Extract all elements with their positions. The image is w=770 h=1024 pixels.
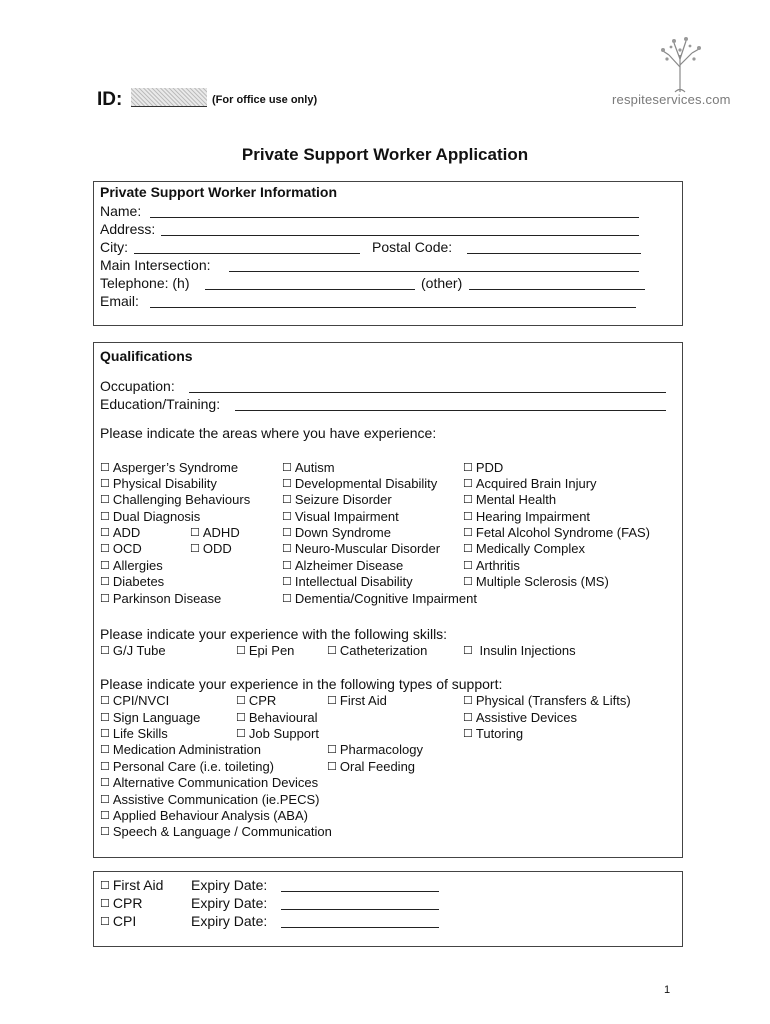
worker-info-heading: Private Support Worker Information	[100, 184, 337, 200]
checkbox-oral-feeding[interactable]: ☐ Oral Feeding	[327, 759, 416, 774]
qualifications-heading: Qualifications	[100, 348, 193, 364]
telephone-home-field[interactable]	[205, 289, 415, 290]
checkbox-tutoring[interactable]: ☐ Tutoring	[463, 726, 524, 741]
skills-prompt: Please indicate your experience with the following skills:	[100, 626, 448, 642]
checkbox-autism[interactable]: ☐ Autism	[282, 460, 335, 475]
checkbox-cert-first-aid[interactable]: ☐ First Aid	[100, 877, 164, 893]
occupation-label: Occupation:	[100, 378, 175, 394]
email-field[interactable]	[150, 307, 636, 308]
checkbox-cert-cpr[interactable]: ☐ CPR	[100, 895, 143, 911]
name-label: Name:	[100, 203, 142, 219]
education-field[interactable]	[235, 410, 666, 411]
experience-prompt: Please indicate the areas where you have experience:	[100, 425, 437, 441]
cpr-expiry-field[interactable]	[281, 909, 439, 910]
checkbox-hearing-impairment[interactable]: ☐ Hearing Impairment	[463, 509, 591, 524]
page-title: Private Support Worker Application	[241, 145, 529, 164]
checkbox-ocd[interactable]: ☐ OCD	[100, 541, 142, 556]
id-input-field[interactable]	[131, 88, 207, 107]
checkbox-behavioural[interactable]: ☐ Behavioural	[236, 710, 318, 725]
checkbox-alternative-communication[interactable]: ☐ Alternative Communication Devices	[100, 775, 319, 790]
checkbox-parkinson[interactable]: ☐ Parkinson Disease	[100, 591, 222, 606]
cpi-expiry-label: Expiry Date:	[191, 913, 268, 929]
telephone-label: Telephone: (h)	[100, 275, 190, 291]
logo-text: respiteservices.com	[612, 92, 731, 107]
postal-code-field[interactable]	[467, 253, 641, 254]
checkbox-developmental-disability[interactable]: ☐ Developmental Disability	[282, 476, 438, 491]
checkbox-sign-language[interactable]: ☐ Sign Language	[100, 710, 201, 725]
checkbox-alzheimer[interactable]: ☐ Alzheimer Disease	[282, 558, 404, 573]
checkbox-medication-administration[interactable]: ☐ Medication Administration	[100, 742, 262, 757]
checkbox-life-skills[interactable]: ☐ Life Skills	[100, 726, 168, 741]
checkbox-dual-diagnosis[interactable]: ☐ Dual Diagnosis	[100, 509, 201, 524]
checkbox-cpr[interactable]: ☐ CPR	[236, 693, 277, 708]
city-label: City:	[100, 239, 128, 255]
checkbox-gj-tube[interactable]: ☐ G/J Tube	[100, 643, 166, 658]
tree-logo-icon	[655, 35, 705, 98]
checkbox-personal-care[interactable]: ☐ Personal Care (i.e. toileting)	[100, 759, 275, 774]
page-number: 1	[664, 984, 671, 996]
checkbox-cpi-nvci[interactable]: ☐ CPI/NVCI	[100, 693, 170, 708]
checkbox-mental-health[interactable]: ☐ Mental Health	[463, 492, 557, 507]
checkbox-physical-disability[interactable]: ☐ Physical Disability	[100, 476, 217, 491]
checkbox-allergies[interactable]: ☐ Allergies	[100, 558, 163, 573]
checkbox-cert-cpi[interactable]: ☐ CPI	[100, 913, 137, 929]
support-prompt: Please indicate your experience in the following types of support:	[100, 676, 503, 692]
checkbox-epi-pen[interactable]: ☐ Epi Pen	[236, 643, 295, 658]
id-label: ID:	[97, 89, 123, 110]
main-intersection-field[interactable]	[229, 271, 639, 272]
checkbox-neuro-muscular[interactable]: ☐ Neuro-Muscular Disorder	[282, 541, 441, 556]
name-field[interactable]	[150, 217, 639, 218]
checkbox-assistive-devices[interactable]: ☐ Assistive Devices	[463, 710, 578, 725]
postal-code-label: Postal Code:	[372, 239, 453, 255]
email-label: Email:	[100, 293, 139, 309]
office-use-note: (For office use only)	[212, 94, 318, 106]
checkbox-diabetes[interactable]: ☐ Diabetes	[100, 574, 165, 589]
city-field[interactable]	[134, 253, 360, 254]
checkbox-intellectual-disability[interactable]: ☐ Intellectual Disability	[282, 574, 413, 589]
checkbox-acquired-brain-injury[interactable]: ☐ Acquired Brain Injury	[463, 476, 597, 491]
checkbox-aspergers[interactable]: ☐ Asperger’s Syndrome	[100, 460, 239, 475]
checkbox-job-support[interactable]: ☐ Job Support	[236, 726, 319, 741]
first-aid-expiry-field[interactable]	[281, 891, 439, 892]
main-intersection-label: Main Intersection:	[100, 257, 211, 273]
checkbox-seizure-disorder[interactable]: ☐ Seizure Disorder	[282, 492, 392, 507]
checkbox-visual-impairment[interactable]: ☐ Visual Impairment	[282, 509, 399, 524]
checkbox-adhd[interactable]: ☐ ADHD	[190, 525, 240, 540]
first-aid-expiry-label: Expiry Date:	[191, 877, 268, 893]
education-label: Education/Training:	[100, 396, 221, 412]
checkbox-down-syndrome[interactable]: ☐ Down Syndrome	[282, 525, 391, 540]
checkbox-catheterization[interactable]: ☐ Catheterization	[327, 643, 428, 658]
checkbox-medically-complex[interactable]: ☐ Medically Complex	[463, 541, 585, 556]
checkbox-challenging-behaviours[interactable]: ☐ Challenging Behaviours	[100, 492, 251, 507]
telephone-other-field[interactable]	[469, 289, 645, 290]
checkbox-assistive-communication[interactable]: ☐ Assistive Communication (ie.PECS)	[100, 792, 320, 807]
checkbox-dementia[interactable]: ☐ Dementia/Cognitive Impairment	[282, 591, 477, 606]
address-label: Address:	[100, 221, 156, 237]
checkbox-pharmacology[interactable]: ☐ Pharmacology	[327, 742, 423, 757]
checkbox-insulin-injections[interactable]: ☐ Insulin Injections	[463, 643, 576, 658]
telephone-other-label: (other)	[421, 275, 463, 291]
checkbox-multiple-sclerosis[interactable]: ☐ Multiple Sclerosis (MS)	[463, 574, 609, 589]
cpr-expiry-label: Expiry Date:	[191, 895, 268, 911]
checkbox-add[interactable]: ☐ ADD	[100, 525, 141, 540]
checkbox-pdd[interactable]: ☐ PDD	[463, 460, 504, 475]
checkbox-odd[interactable]: ☐ ODD	[190, 541, 232, 556]
cpi-expiry-field[interactable]	[281, 927, 439, 928]
checkbox-aba[interactable]: ☐ Applied Behaviour Analysis (ABA)	[100, 808, 308, 823]
checkbox-fas[interactable]: ☐ Fetal Alcohol Syndrome (FAS)	[463, 525, 651, 540]
checkbox-first-aid[interactable]: ☐ First Aid	[327, 693, 387, 708]
checkbox-arthritis[interactable]: ☐ Arthritis	[463, 558, 520, 573]
occupation-field[interactable]	[189, 392, 666, 393]
checkbox-speech-language[interactable]: ☐ Speech & Language / Communication	[100, 824, 332, 839]
checkbox-physical-transfers[interactable]: ☐ Physical (Transfers & Lifts)	[463, 693, 631, 708]
address-field[interactable]	[161, 235, 639, 236]
